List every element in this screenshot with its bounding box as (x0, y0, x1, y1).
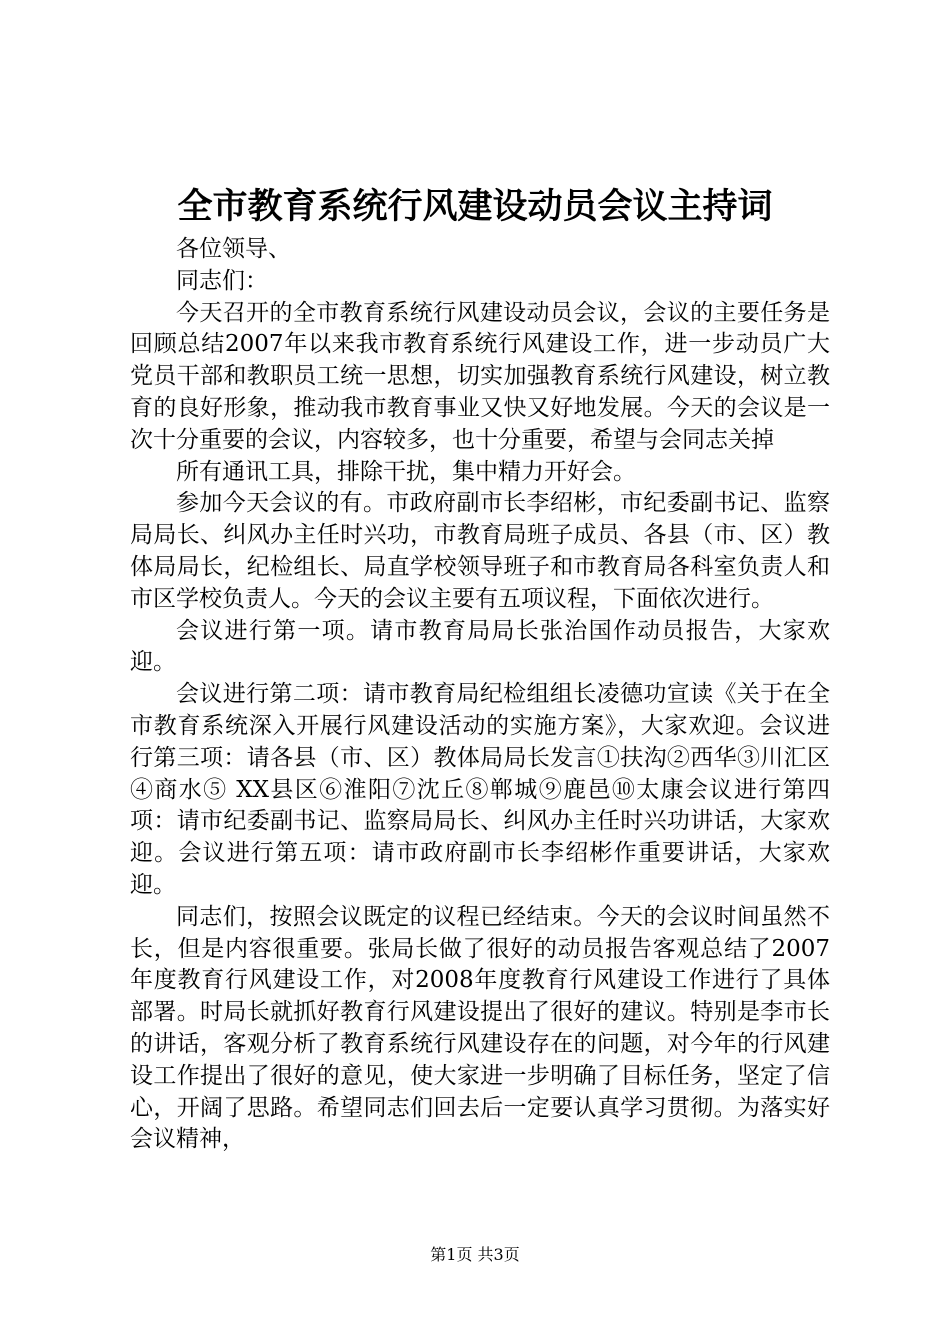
salutation-comrades: 同志们： (176, 267, 268, 294)
paragraph-closing: 同志们，按照会议既定的议程已经结束。今天的会议时间虽然不长，但是内容很重要。张局长做了很好的动员报告客观总结了2007年度教育行风建设工作，对2008年度教育行风建设工作进行了具体部署。时局长就抓好教育行风建设提出了很好的建议。特别是李市长的讲话，客观分析了教育系统行风建设存在的问题，对今年的行风建设工作提出了很好的意见，使大家进一步明确了目标任务，坚定了信心，开阔了思路。希望同志们回去后一定要认真学习贯彻。为落实好会议精神， (130, 903, 830, 1153)
salutation-leaders: 各位领导、 (176, 236, 291, 262)
page-footer: 第1页 共3页 (430, 1245, 520, 1264)
paragraph-opening: 今天召开的全市教育系统行风建设动员会议，会议的主要任务是回顾总结2007年以来我市教育系统行风建设工作，进一步动员广大党员干部和教职员工统一思想，切实加强教育系统行风建设，树立教育的良好形象，推动我市教育事业又快又好地发展。今天的会议是一次十分重要的会议，内容较多，也十分重要，希望与会同志关掉 (130, 299, 830, 453)
document-body (130, 234, 830, 1156)
document-title: 全市教育系统行风建设动员会议主持词 (177, 187, 773, 227)
paragraph-agenda-1: 会议进行第一项。请市教育局局长张治国作动员报告，大家欢迎。 (130, 617, 830, 676)
paragraph-attendees: 参加今天会议的有。市政府副市长李绍彬，市纪委副书记、监察局局长、纠风办主任时兴功，市教育局班子成员、各县（市、区）教体局局长，纪检组长、局直学校领导班子和市教育局各科室负责人和市区学校负责人。今天的会议主要有五项议程，下面依次进行。 (130, 490, 830, 612)
paragraph-agenda-2-5: 会议进行第二项：请市教育局纪检组组长凌德功宣读《关于在全市教育系统深入开展行风建设活动的实施方案》，大家欢迎。会议进行第三项：请各县（市、区）教体局局长发言①扶沟②西华③川汇区④商水⑤ XX县区⑥淮阳⑦沈丘⑧郸城⑨鹿邑⑩太康会议进行第四项：请市纪委副书记、监察局局长、纠风办主任时兴功讲话，大家欢迎。会议进行第五项：请市政府副市长李绍彬作重要讲话，大家欢迎。 (130, 681, 830, 898)
paragraph-phones: 所有通讯工具，排除干扰，集中精力开好会。 (176, 458, 636, 485)
